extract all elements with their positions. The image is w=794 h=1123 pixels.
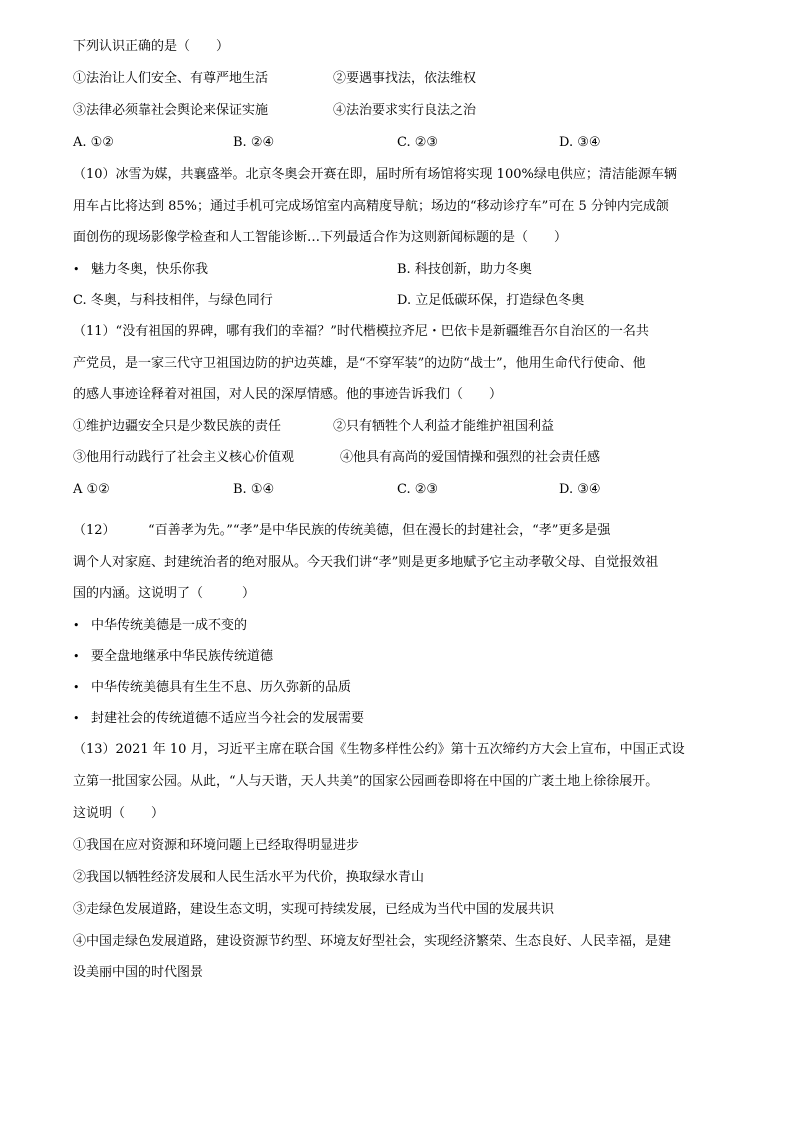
bullet-icon: • [73, 681, 80, 694]
q9-statement-1: ①法治让人们安全、有尊严地生活 [73, 71, 269, 86]
q11-stem-line-1: （11）“没有祖国的界碑，哪有我们的幸福？”时代楷模拉齐尼・巴依卡是新疆维吾尔自治区的一名共 [73, 324, 649, 339]
bullet-icon: • [73, 263, 80, 276]
q12-option-d [73, 710, 364, 728]
bullet-icon: • [73, 712, 80, 725]
q9-option-b: B. ②④ [233, 135, 275, 150]
q11-statement-1: ①维护边疆安全只是少数民族的责任 [73, 419, 282, 434]
q12-option-b-text: 要全盘地继承中华民族传统道德 [91, 649, 274, 664]
q12-option-a-text: 中华传统美德是一成不变的 [91, 618, 248, 633]
q11-statement-4: ④他具有高尚的爱国情操和强烈的社会责任感 [340, 450, 601, 465]
q12-stem-line-3: 国的内涵。这说明了（ ） [73, 586, 256, 601]
q9-statement-3: ③法律必须靠社会舆论来保证实施 [73, 103, 269, 118]
q11-option-b: B. ①④ [233, 482, 275, 497]
q12-option-c [73, 679, 351, 697]
q12-option-d-text: 封建社会的传统道德不适应当今社会的发展需要 [91, 711, 365, 726]
q11-statement-2: ②只有牺牲个人利益才能维护祖国利益 [333, 419, 555, 434]
q9-stem: 下列认识正确的是（ ） [73, 39, 230, 54]
q10-option-b: B. 科技创新，助力冬奥 [397, 262, 532, 277]
q11-stem-line-2: 产党员，是一家三代守卫祖国边防的护边英雄，是“不穿军装”的边防“战士”，他用生命代行使命、他 [73, 356, 646, 371]
q13-statement-3: ③走绿色发展道路，建设生态文明，实现可持续发展，已经成为当代中国的发展共识 [73, 902, 555, 917]
q12-option-b [73, 648, 273, 666]
q9-option-a: A. ①② [73, 135, 114, 150]
q9-statement-4: ④法治要求实行良法之治 [333, 103, 477, 118]
q10-option-a-text: 魅力冬奥，快乐你我 [91, 262, 209, 277]
q13-stem-line-1: （13）2021 年 10 月，习近平主席在联合国《生物多样性公约》第十五次缔约方大会上宣布，中国正式设 [73, 742, 685, 757]
q13-statement-4-line-2: 设美丽中国的时代图景 [73, 965, 204, 980]
q9-option-d: D. ③④ [559, 135, 601, 150]
q10-option-c: C. 冬奥，与科技相伴，与绿色同行 [73, 293, 273, 308]
q12-option-a [73, 617, 247, 635]
q13-statement-1: ①我国在应对资源和环境问题上已经取得明显进步 [73, 838, 360, 853]
q13-statement-2: ②我国以牺牲经济发展和人民生活水平为代价，换取绿水青山 [73, 870, 425, 885]
q10-stem-line-3: 面创伤的现场影像学检查和人工智能诊断…下列最适合作为这则新闻标题的是（ ） [73, 230, 568, 245]
q9-option-c: C. ②③ [397, 135, 439, 150]
bullet-icon: • [73, 650, 80, 663]
q11-option-d: D. ③④ [559, 482, 601, 497]
bullet-icon: • [73, 619, 80, 632]
q13-stem-line-3: 这说明（ ） [73, 806, 165, 821]
q10-option-d: D. 立足低碳环保，打造绿色冬奥 [397, 293, 585, 308]
q11-option-c: C. ②③ [397, 482, 439, 497]
q11-option-a: A ①② [73, 482, 110, 497]
q13-statement-4-line-1: ④中国走绿色发展道路，建设资源节约型、环境友好型社会，实现经济繁荣、生态良好、人民幸福，是建 [73, 934, 672, 949]
q11-statement-3: ③他用行动践行了社会主义核心价值观 [73, 450, 295, 465]
q10-stem-line-2: 用车占比将达到 85%；通过手机可完成场馆室内高精度导航；场边的“移动诊疗车”可在 5 分钟内完成颌 [73, 199, 669, 214]
q11-stem-line-3: 的感人事迹诠释着对祖国，对人民的深厚情感。他的事迹告诉我们（ ） [73, 387, 503, 402]
q10-option-a [73, 261, 208, 279]
q9-statement-2: ②要遇事找法，依法维权 [333, 71, 477, 86]
q10-stem-line-1: （10）冰雪为媒，共襄盛举。北京冬奥会开赛在即，届时所有场馆将实现 100%绿电供应；清洁能源车辆 [73, 167, 677, 182]
q12-stem-line-2: 调个人对家庭、封建统治者的绝对服从。今天我们讲“孝”则是更多地赋予它主动孝敬父母、自觉报效祖 [73, 555, 659, 570]
q12-option-c-text: 中华传统美德具有生生不息、历久弥新的品质 [91, 680, 352, 695]
q13-stem-line-2: 立第一批国家公园。从此，“人与天谐，天人共美”的国家公园画卷即将在中国的广袤土地上徐徐展开。 [73, 774, 659, 789]
q12-stem-line-1: （12） “百善孝为先。”“孝”是中华民族的传统美德，但在漫长的封建社会，“孝”更多是强 [73, 523, 611, 538]
